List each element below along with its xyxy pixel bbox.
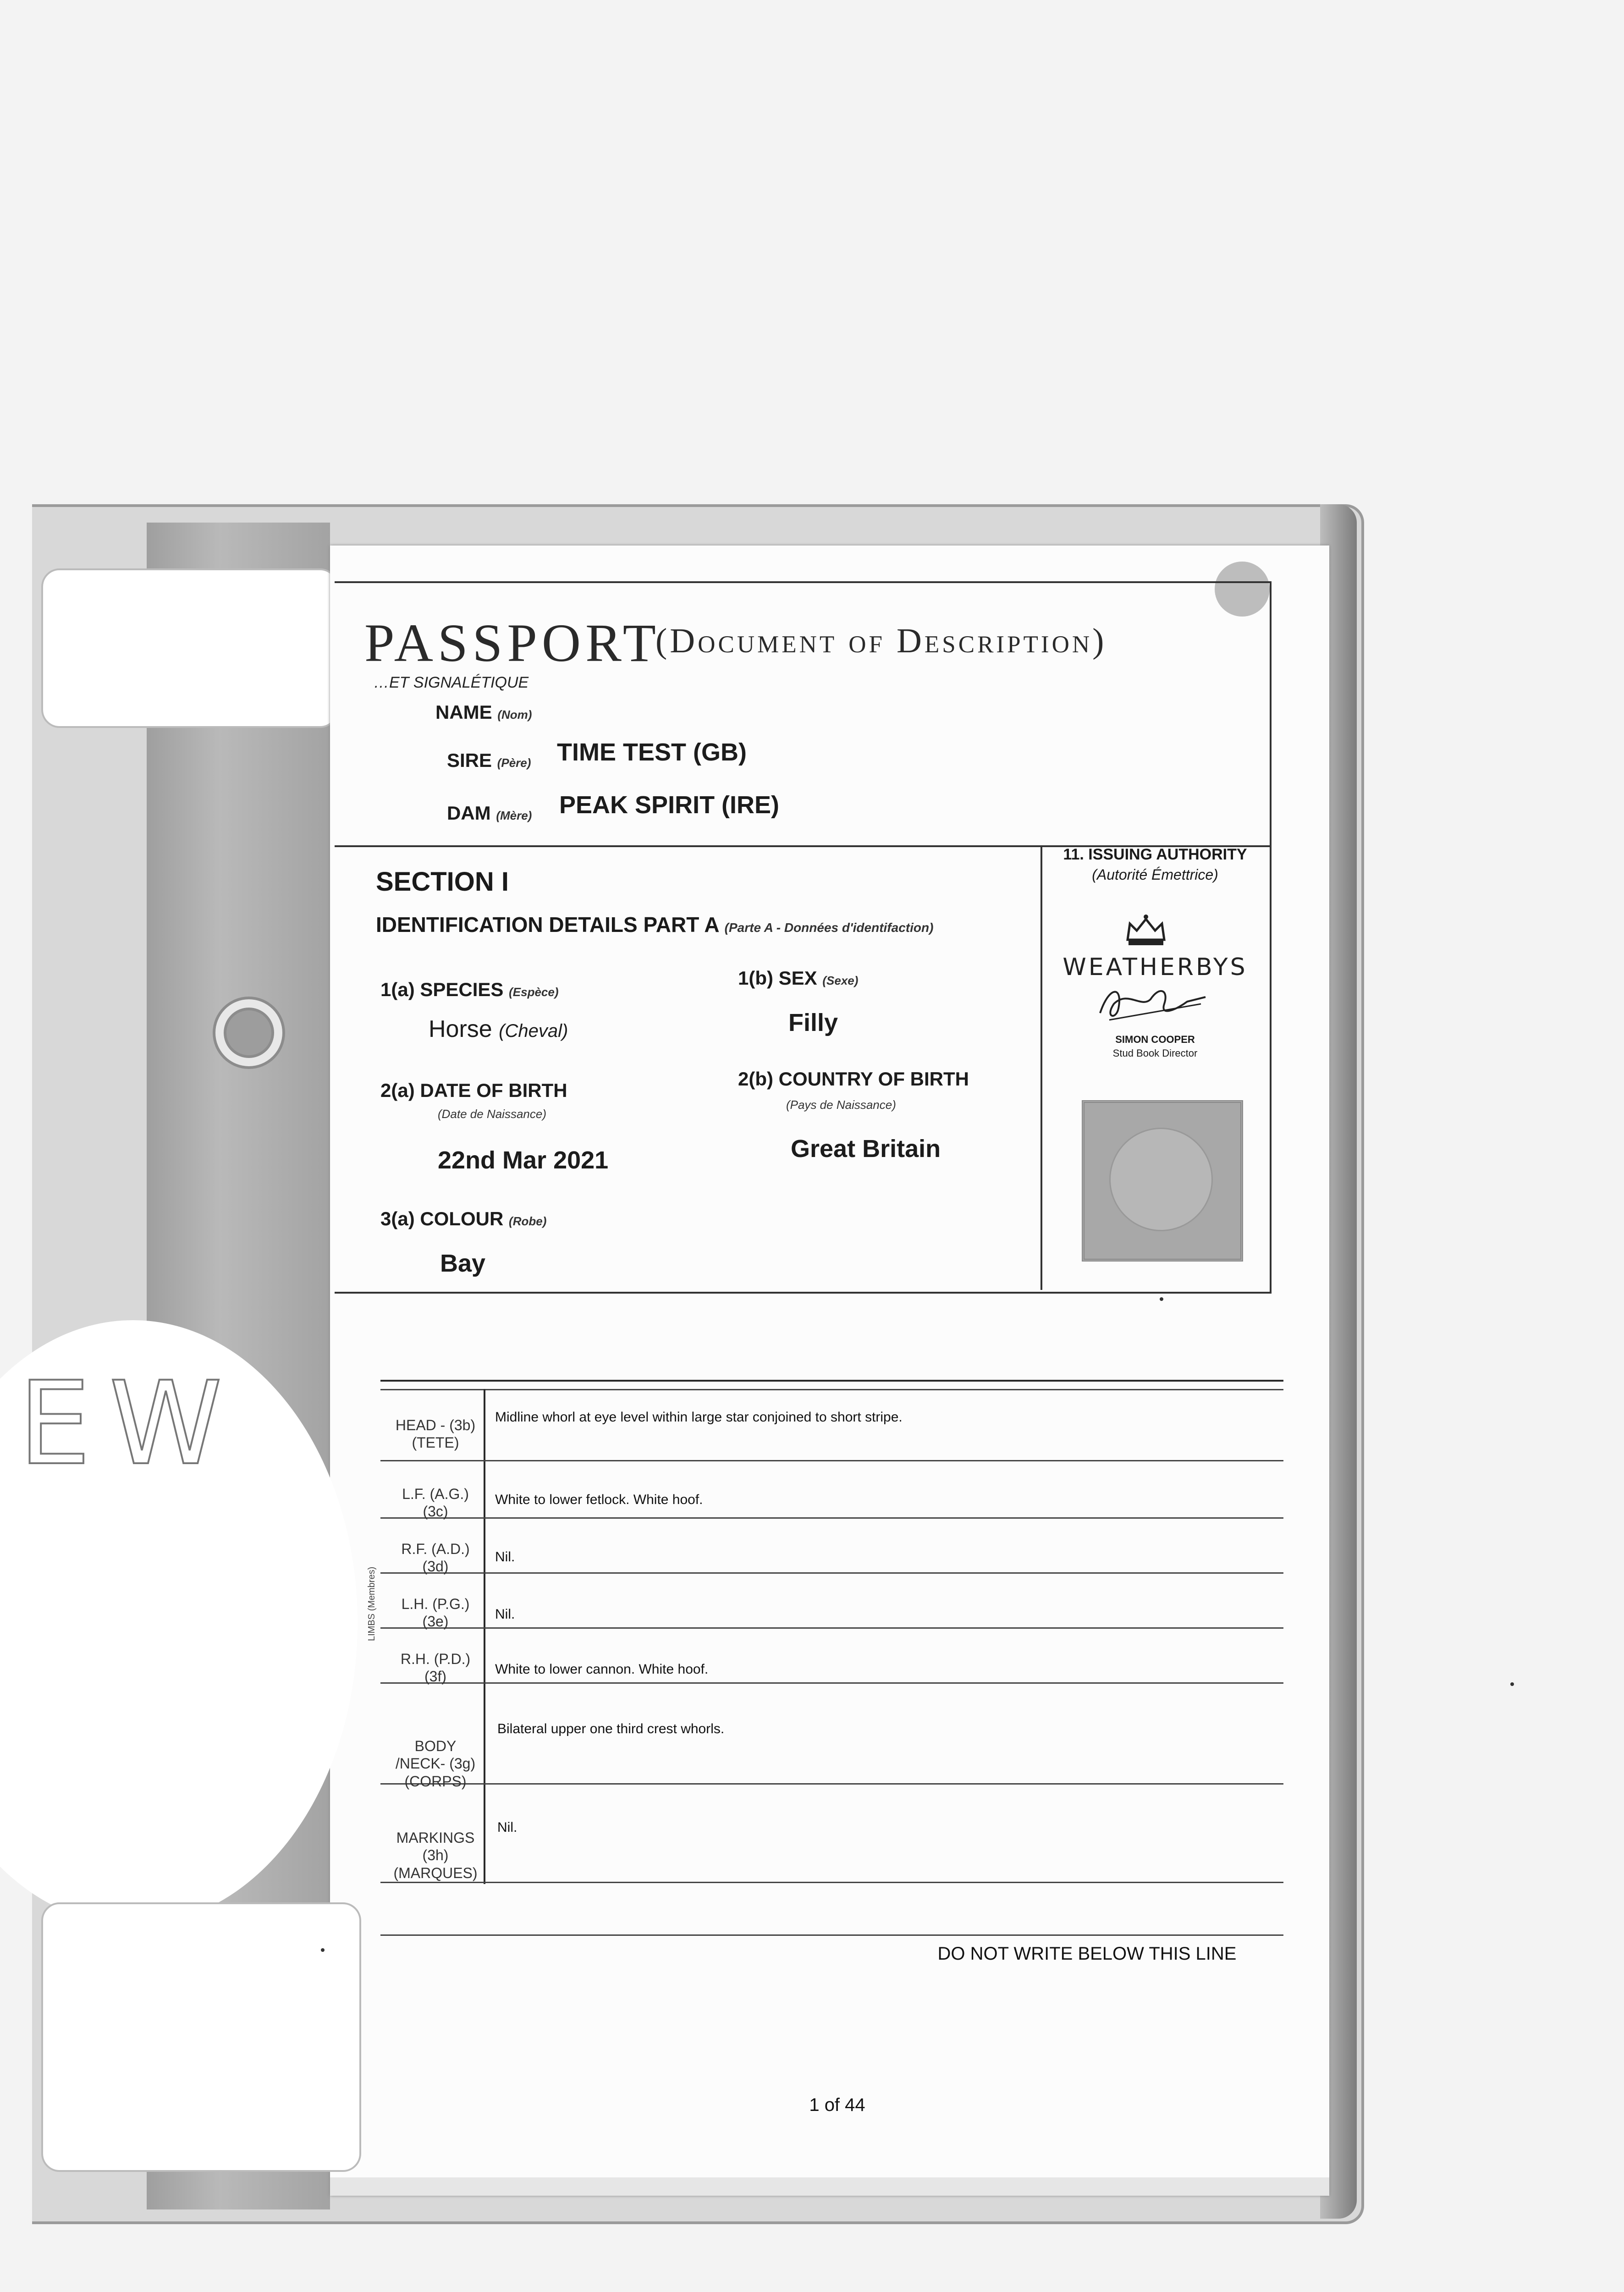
scan-speck: [1160, 1297, 1163, 1301]
row-divider: [380, 1572, 1283, 1574]
dob-label: 2(a) DATE OF BIRTH: [380, 1080, 567, 1101]
markings-row-text-markings: Nil.: [497, 1820, 517, 1835]
issuing-authority-title: 11. ISSUING AUTHORITY: [1063, 846, 1247, 863]
markings-row-text-rh: White to lower cannon. White hoof.: [495, 1662, 709, 1677]
markings-row-text-lh: Nil.: [495, 1607, 515, 1622]
markings-row-label-rf: R.F. (A.D.) (3d): [401, 1541, 470, 1575]
dob-value: 22nd Mar 2021: [438, 1146, 609, 1174]
name-label: NAME (Nom): [435, 701, 532, 723]
issuing-authority-title-fr: (Autorité Émettrice): [1092, 866, 1218, 883]
sex-label: 1(b) SEX (Sexe): [738, 967, 859, 989]
table-top-rule-2: [380, 1389, 1283, 1390]
colour-value: Bay: [440, 1250, 486, 1277]
row-divider: [380, 1627, 1283, 1629]
bottom-rule: [380, 1934, 1283, 1936]
weatherbys-logo: WEATHERBYS: [1062, 953, 1248, 981]
sticker-label-top: [41, 568, 338, 728]
sire-label: SIRE (Père): [447, 749, 531, 771]
signer-name: SIMON COOPER: [1115, 1034, 1195, 1045]
page-title: PASSPORT: [364, 613, 661, 673]
page-number: 1 of 44: [809, 2095, 865, 2115]
country-label: 2(b) COUNTRY OF BIRTH: [738, 1068, 969, 1090]
limbs-vertical-label: LIMBS (Membres): [367, 1566, 377, 1641]
dam-label: DAM (Mère): [447, 802, 532, 824]
disc-sticker-text: EW: [18, 1357, 241, 1490]
markings-row-label-head: HEAD - (3b) (TETE): [395, 1417, 476, 1451]
row-divider: [380, 1460, 1283, 1461]
markings-row-text-lf: White to lower fetlock. White hoof.: [495, 1492, 703, 1507]
sire-value: TIME TEST (GB): [557, 738, 747, 766]
scan-speck: [321, 1948, 325, 1952]
markings-row-text-head: Midline whorl at eye level within large star conjoined to short stripe.: [495, 1410, 903, 1425]
markings-row-label-markings: MARKINGS (3h) (MARQUES): [393, 1829, 478, 1881]
species-label: 1(a) SPECIES (Espèce): [380, 979, 559, 1000]
colour-label: 3(a) COLOUR (Robe): [380, 1208, 547, 1229]
country-label-fr: (Pays de Naissance): [786, 1098, 896, 1112]
markings-row-label-body: BODY /NECK- (3g) (CORPS): [395, 1738, 476, 1790]
signer-role: Stud Book Director: [1112, 1047, 1198, 1059]
hologram-seal-icon: [1109, 1128, 1213, 1231]
page-bottom-edge: [330, 2177, 1329, 2196]
signature-icon: [1091, 976, 1215, 1027]
authority-divider: [1040, 845, 1042, 1290]
sticker-label-bottom: [41, 1902, 361, 2172]
markings-row-label-lh: L.H. (P.G.) (3e): [401, 1596, 470, 1630]
markings-row-label-rh: R.H. (P.D.) (3f): [400, 1651, 471, 1685]
table-column-divider: [484, 1389, 485, 1884]
markings-row-label-lf: L.F. (A.G.) (3c): [402, 1486, 469, 1520]
sex-value: Filly: [788, 1009, 838, 1036]
row-divider: [380, 1783, 1283, 1785]
markings-row-text-body: Bilateral upper one third crest whorls.: [497, 1721, 725, 1736]
dam-value: PEAK SPIRIT (IRE): [559, 791, 780, 819]
page-subtitle: (Document of Description): [655, 622, 1107, 660]
row-divider: [380, 1882, 1283, 1883]
page-title-french: …ET SIGNALÉTIQUE: [374, 674, 529, 691]
dob-label-fr: (Date de Naissance): [438, 1107, 546, 1121]
crown-icon: [1123, 912, 1169, 949]
section-heading: SECTION I: [376, 867, 509, 897]
binder-ring-icon: [215, 999, 282, 1066]
row-divider: [380, 1682, 1283, 1684]
table-top-rule: [380, 1380, 1283, 1382]
do-not-write-note: DO NOT WRITE BELOW THIS LINE: [937, 1944, 1237, 1964]
row-divider: [380, 1517, 1283, 1519]
country-value: Great Britain: [791, 1135, 941, 1163]
scan-speck: [1510, 1682, 1514, 1686]
section-subheading: IDENTIFICATION DETAILS PART A (Parte A - Données d'identifaction): [376, 913, 934, 937]
species-value: Horse (Cheval): [429, 1016, 568, 1042]
markings-row-text-rf: Nil.: [495, 1549, 515, 1565]
